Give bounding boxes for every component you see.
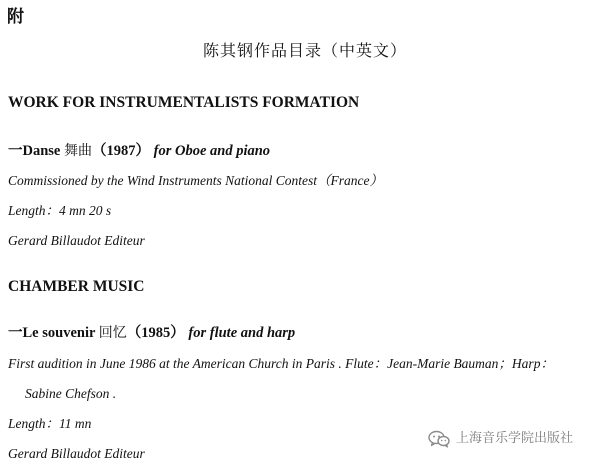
section-heading-instrumentalists: WORK FOR INSTRUMENTALISTS FORMATION bbox=[8, 94, 360, 111]
watermark-text: 上海音乐学院出版社 bbox=[456, 431, 574, 446]
work-title-cn: 舞曲 bbox=[64, 143, 92, 159]
work-year: （1985） bbox=[126, 325, 185, 341]
work-detail-publisher: Gerard Billaudot Editeur bbox=[8, 233, 145, 248]
appendix-mark: 附 bbox=[7, 7, 24, 27]
work-instrumentation: for Oboe and piano bbox=[153, 143, 271, 159]
section-heading-chamber-music: CHAMBER MUSIC bbox=[8, 278, 145, 295]
work-detail-length: Length：11 mn bbox=[8, 416, 92, 431]
work-detail-premiere-cont: Sabine Chefson . bbox=[25, 386, 117, 401]
document-title: 陈其钢作品目录（中英文） bbox=[202, 41, 407, 60]
work-dash: 一 bbox=[8, 143, 23, 159]
work-title-le-souvenir bbox=[8, 323, 295, 343]
work-title-cn: 回忆 bbox=[98, 325, 127, 341]
work-title-danse bbox=[8, 141, 270, 161]
work-title-en: Le souvenir bbox=[22, 325, 96, 341]
work-detail-premiere: First audition in June 1986 at the American Church in Paris . Flute：Jean-Marie Bauman；Harp： bbox=[8, 356, 554, 371]
work-dash: 一 bbox=[8, 325, 23, 341]
work-detail-publisher: Gerard Billaudot Editeur bbox=[8, 446, 145, 461]
wechat-icon bbox=[428, 430, 450, 448]
work-instrumentation: for flute and harp bbox=[188, 325, 296, 341]
work-title-en: Danse bbox=[22, 143, 61, 159]
work-year: （1987） bbox=[92, 143, 150, 159]
work-detail-length: Length：4 mn 20 s bbox=[8, 203, 112, 218]
work-detail-commission: Commissioned by the Wind Instruments National Contest（France） bbox=[8, 173, 383, 188]
publisher-watermark bbox=[428, 429, 573, 449]
